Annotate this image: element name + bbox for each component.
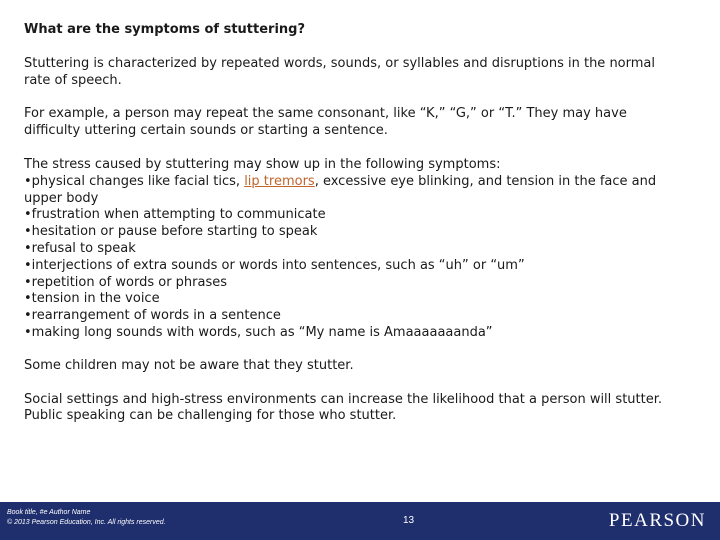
paragraph-example: For example, a person may repeat the same consonant, like “K,” “G,” or “T.” They may have difficulty uttering certain sounds or starting a sentence. [24,106,627,139]
list-item: • tension in the voice [24,291,684,308]
list-item: • refusal to speak [24,241,684,258]
list-item: • frustration when attempting to communicate [24,207,684,224]
footer-book-title: Book title, #e Author Name [7,509,91,516]
page-number: 13 [403,515,415,526]
symptoms-section [24,157,684,342]
list-item: • repetition of words or phrases [24,275,684,292]
paragraph-social-settings: Social settings and high-stress environments can increase the likelihood that a person will stutter. Public speaking can be challenging for those who stutter. [24,391,663,424]
list-item: • interjections of extra sounds or words into sentences, such as “uh” or “um” [24,258,684,275]
pearson-logo: PEARSON [608,510,706,531]
list-item: • rearrangement of words in a sentence [24,308,684,325]
list-item: • hesitation or pause before starting to speak [24,224,684,241]
footer-bar [0,502,720,540]
slide-content [24,22,684,442]
list-item [24,174,684,208]
lip-tremors-link[interactable]: lip tremors [244,173,315,189]
list-item: • making long sounds with words, such as “My name is Amaaaaaaanda” [24,325,684,342]
spacer [24,342,684,358]
paragraph-awareness: Some children may not be aware that they stutter. [24,357,354,373]
slide-heading: What are the symptoms of stuttering? [24,22,305,37]
symptoms-list [24,174,684,342]
list-item-text: physical changes like facial tics, [31,173,245,189]
list-item-text: , excessive eye blinking, and tension in the face and upper body [24,173,657,206]
footer-copyright: © 2013 Pearson Education, Inc. All rights reserved. [7,519,166,526]
symptoms-intro: The stress caused by stuttering may show up in the following symptoms: [24,156,501,172]
footer-credits [7,508,166,528]
paragraph-definition: Stuttering is characterized by repeated words, sounds, or syllables and disruptions in the normal rate of speech. [24,55,655,88]
